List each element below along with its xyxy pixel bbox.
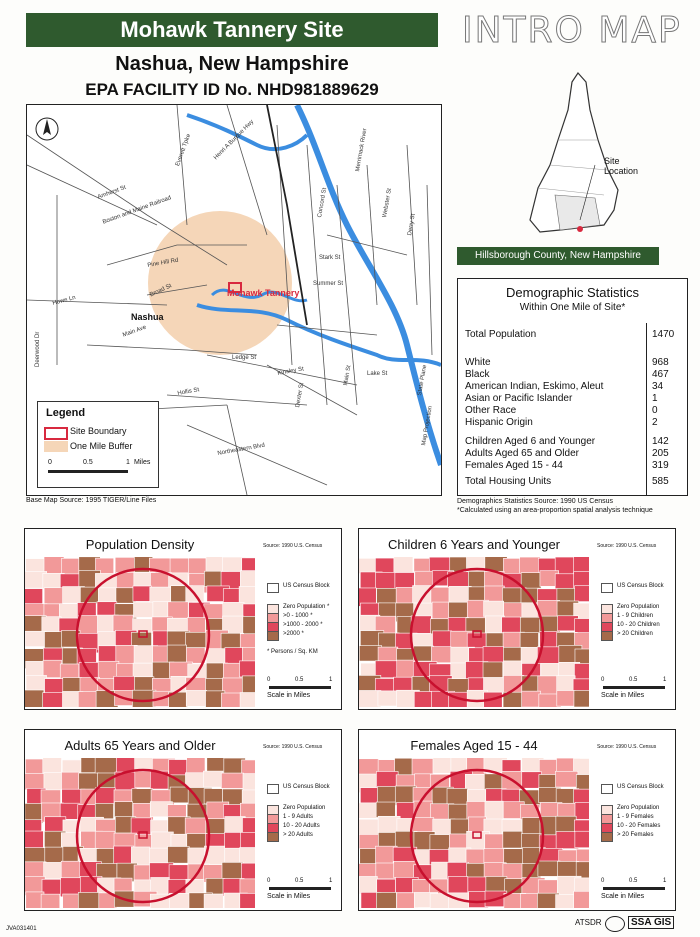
census-block [522,691,541,707]
census-block [185,818,206,836]
street-label: Everett Tpke [175,133,193,168]
scale-tick: 0.5 [295,878,304,884]
census-block [25,589,43,604]
census-block [240,661,255,677]
census-block [557,676,575,693]
census-block [114,846,134,865]
demographic-value: 2 [652,417,658,428]
scale-tick: 0 [601,878,605,884]
buffer-swatch [44,441,68,452]
scale-bar [269,887,331,890]
site-location-marker [577,226,583,232]
demographic-value: 34 [652,381,664,392]
demographic-value: 1470 [652,329,675,340]
census-block [433,631,452,647]
census-block [113,615,133,632]
facility-id: EPA FACILITY ID No. NHD981889629 [85,80,379,99]
demographic-label: Black [465,369,490,380]
census-block-swatch [601,784,613,794]
census-block [203,771,223,787]
census-block [204,789,222,804]
class-swatch [267,631,279,641]
scale-tick: 0.5 [295,677,304,683]
census-block [394,557,413,575]
census-block [223,602,244,617]
census-block [485,801,503,821]
demographic-row [465,357,687,369]
census-block [241,832,255,847]
class-label: 1 - 9 Children [617,613,654,619]
legend-item-site: Site Boundary [70,426,127,436]
census-block [575,878,589,893]
census-block [167,645,186,663]
demographic-row [465,460,687,472]
census-block [503,831,522,848]
scale-label: Scale in Miles [267,692,311,699]
demographic-label: Asian or Pacific Islander [465,393,573,404]
class-label: Zero Population [617,805,660,811]
demographic-row [465,369,687,381]
map-legend [37,401,159,488]
demographic-label: Total Population [465,329,537,340]
demographic-row [465,436,687,448]
census-block [575,831,589,847]
panel-source: Source: 1990 U.S. Census [597,543,657,549]
demographic-value: 968 [652,357,669,368]
census-block [25,631,46,646]
census-block [131,847,150,865]
census-block [186,690,206,706]
census-block [240,571,255,587]
panel-adults-65[interactable] [24,729,342,911]
street-label: Webster St [382,187,394,219]
census-block [574,891,589,908]
census-block [225,816,246,833]
street-label: Howe Ln [52,294,77,307]
state-locator-map [500,70,640,240]
census-block-swatch [601,583,613,593]
class-label: 10 - 20 Females [617,823,661,829]
census-block [43,758,62,774]
scale-tick: 1 [329,677,333,683]
census-block [376,802,395,817]
census-block [95,831,115,850]
class-label: 10 - 20 Children [617,622,660,628]
scale-bar [603,686,665,689]
demographic-row [465,393,687,405]
demographic-label: White [465,357,491,368]
demographic-row [465,329,687,341]
demographics-title: Demographic Statistics [506,285,639,300]
source-line: Demographics Statistics Source: 1990 US Census [457,498,614,505]
census-block [169,865,188,882]
census-block [221,773,243,788]
class-label: > 20 Adults [283,832,313,838]
panel-title: Children 6 Years and Younger [387,537,561,552]
census-block [483,662,503,679]
census-block [25,774,46,790]
scale-tick: 1 [663,878,667,884]
county-banner: Hillsborough County, New Hampshire [457,247,659,265]
census-block [242,676,255,695]
class-swatch [601,631,613,641]
census-block [378,647,398,662]
demographic-row [465,405,687,417]
demographic-label: American Indian, Eskimo, Aleut [465,381,604,392]
street-label: Hollis St [177,387,200,397]
site-location-label: Site Location [604,156,639,176]
choropleth-map [359,557,589,707]
demographics-table [457,278,688,496]
class-label: Zero Population [283,805,326,811]
demographic-row [465,417,687,429]
panel-population-density[interactable] [24,528,342,710]
class-label: 1 - 9 Adults [283,814,314,820]
census-block [132,690,156,707]
street-label: Boston and Maine Railroad [102,195,173,226]
census-block [376,863,396,879]
census-block [376,892,396,908]
scale-tick: 0 [601,677,605,683]
street-label: Broad St [149,283,173,299]
demographic-label: Adults Aged 65 and Older [465,448,579,459]
street-label: State Plane [417,364,429,397]
census-block [222,678,244,694]
census-block [557,691,576,707]
demographic-label: Children Aged 6 and Younger [465,436,596,447]
census-block [502,617,521,633]
census-block [240,693,255,707]
street-label: Northeastern Blvd [217,442,266,457]
census-block [78,892,101,908]
census-block [25,848,45,864]
density-note: * Persons / Sq. KM [267,649,318,655]
class-label: >0 - 1000 * [283,613,313,619]
scale-tick: 1 [663,677,667,683]
main-site-map[interactable] [26,104,442,496]
hhs-seal-icon [605,916,625,932]
site-boundary-swatch [44,427,68,440]
hillsborough-county [555,195,600,230]
census-block-swatch [267,784,279,794]
class-label: >2000 * [283,631,304,637]
census-block [486,876,507,892]
intro-map-heading: INTRO MAP [462,10,682,51]
demographic-value: 142 [652,436,669,447]
street-label: Main St [343,364,353,387]
scale-tick: 0.5 [83,459,93,466]
street-label: Henri A Burque Hwy [213,119,256,162]
class-swatch [601,832,613,842]
demographic-value: 467 [652,369,669,380]
census-block [132,789,153,806]
census-block-label: US Census Block [283,583,330,589]
census-block [221,693,241,707]
census-block [170,787,190,803]
location-title: Nashua, New Hampshire [115,53,349,75]
scale-tick: 0.5 [629,677,638,683]
panel-title: Population Density [85,537,195,552]
street-label: Summer St [313,281,344,287]
census-block [575,802,589,819]
census-block [240,893,255,908]
scale-tick: 0.5 [629,878,638,884]
street-label: Amherst St [97,184,127,201]
demographic-label: Hispanic Origin [465,417,533,428]
census-block [243,616,255,635]
scale-tick: 0 [267,677,271,683]
census-block [114,802,132,817]
scale-tick: 0 [267,878,271,884]
census-block [433,758,453,773]
scale-tick: 1 [126,459,130,466]
site-label: Mohawk Tannery [227,288,300,298]
panel-source: Source: 1990 U.S. Census [597,744,657,750]
census-block-swatch [267,583,279,593]
census-block-label: US Census Block [283,784,330,790]
street-label: Merrimack River [355,127,369,173]
census-block [186,648,205,663]
page-title: Mohawk Tannery Site [26,13,438,47]
census-block [447,788,468,805]
demographic-row [465,381,687,393]
demographic-row [465,448,687,460]
class-label: 1 - 9 Females [617,814,654,820]
census-block [25,690,44,707]
census-block [43,660,61,677]
census-block-label: US Census Block [617,784,664,790]
census-block [187,758,205,774]
scale-label: Scale in Miles [267,893,311,900]
census-block [168,846,190,863]
census-block [429,557,450,572]
census-block [575,586,589,602]
class-label: 10 - 20 Adults [283,823,320,829]
demographic-value: 585 [652,476,669,487]
census-block [448,877,468,895]
census-block [168,602,188,618]
census-block [79,662,98,678]
census-block [574,690,589,707]
street-label: Pine Hill Rd [147,257,179,269]
census-block [504,849,524,865]
street-label: Main Ave [122,324,148,339]
census-block [43,693,65,707]
nashua-label: Nashua [131,312,164,322]
census-block [432,602,451,619]
census-block [222,862,243,880]
scale-bar [603,887,665,890]
choropleth-map [359,758,589,908]
panel-source: Source: 1990 U.S. Census [263,744,323,750]
census-block [44,772,64,790]
demographic-value: 205 [652,448,669,459]
street-label: Dexter St [295,382,306,409]
census-block [95,803,113,818]
class-label: > 20 Children [617,631,653,637]
class-label: Zero Population [617,604,660,610]
demographics-subtitle: Within One Mile of Site* [519,302,626,313]
water-feature [187,115,307,149]
census-block [522,772,542,788]
census-block [359,876,377,894]
census-block [520,632,538,649]
legend-title: Legend [46,407,86,419]
scale-tick: 1 [329,878,333,884]
note-line: *Calculated using an area-proportion spatial analysis technique [457,507,653,514]
street-label: Ledge St [232,355,257,361]
legend-item-buffer: One Mile Buffer [70,441,133,451]
demographic-row [465,476,687,488]
census-block [242,647,255,662]
ssa-gis-logo: SSA GIS [628,916,674,929]
street-label: Concord St [317,187,329,219]
panel-title: Females Aged 15 - 44 [410,738,538,753]
census-block [521,573,541,590]
census-block [574,664,589,679]
street-label: Deerwood Dr [35,331,41,367]
demographic-value: 1 [652,393,658,404]
census-block [62,772,80,792]
census-block [206,878,225,894]
census-block [25,759,44,774]
street-label: Lake St [367,371,388,377]
scale-bar [269,686,331,689]
doc-id: JVA031401 [6,926,37,932]
census-block [185,632,208,647]
census-block [44,557,64,575]
street-label: Map Projection [421,405,434,447]
scale-label: Scale in Miles [601,692,645,699]
scale-unit: Miles [134,459,151,466]
census-block [484,601,504,616]
panel-title: Adults 65 Years and Older [64,738,216,753]
scale-label: Scale in Miles [601,893,645,900]
class-label: >1000 - 2000 * [283,622,323,628]
census-block [538,861,560,876]
census-block [243,774,255,791]
class-label: > 20 Females [617,832,654,838]
panel-source: Source: 1990 U.S. Census [263,543,323,549]
demographic-label: Other Race [465,405,517,416]
basemap-source: Base Map Source: 1995 TIGER/Line Files [26,497,157,504]
scale-tick: 0 [48,459,52,466]
census-block [483,646,504,663]
street-label: Kinsley St [277,366,305,377]
census-block [468,877,486,893]
demographic-value: 319 [652,460,669,471]
census-block [133,586,152,601]
panel-children[interactable] [358,528,676,710]
census-block [133,602,155,617]
census-block [204,894,223,908]
choropleth-map [25,557,255,707]
demographics-source [457,497,653,515]
census-block-label: US Census Block [617,583,664,589]
scale-bar [48,470,128,473]
demographic-label: Females Aged 15 - 44 [465,460,563,471]
census-block [431,647,451,663]
census-block [520,557,541,574]
demographic-label: Total Housing Units [465,476,552,487]
atsdr-logo: ATSDR [575,918,602,927]
census-block [555,771,577,787]
choropleth-map [25,758,255,908]
panel-females[interactable] [358,729,676,911]
census-block [41,894,60,908]
demographic-value: 0 [652,405,658,416]
class-swatch [267,832,279,842]
street-label: Stark St [319,255,341,261]
class-label: Zero Population * [283,604,330,610]
street-label: Derry St [407,213,417,237]
